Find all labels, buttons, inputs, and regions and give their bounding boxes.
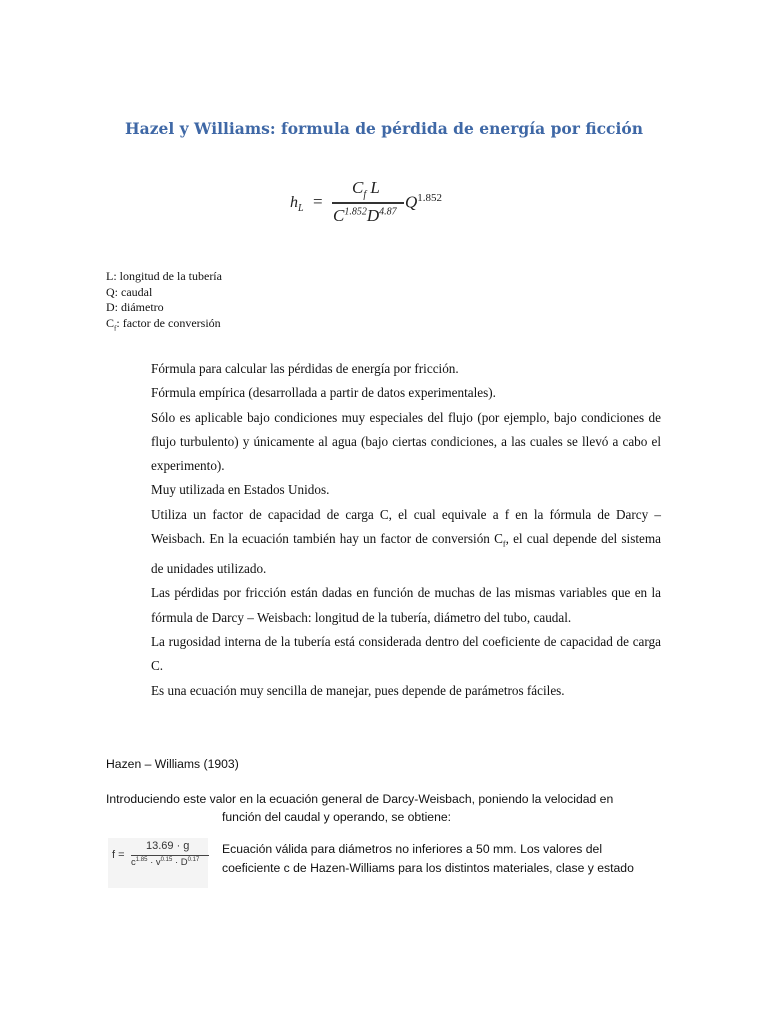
intro-line: Introduciendo este valor en la ecuación general de Darcy-Weisbach, poniendo la velocidad en bbox=[106, 792, 614, 806]
description-body bbox=[151, 357, 661, 703]
section-heading: Hazen – Williams (1903) bbox=[106, 757, 239, 771]
formula-denominator: $C^{1.852}D^{4.87}$ bbox=[333, 206, 397, 225]
intro-text bbox=[106, 790, 666, 826]
note-line: coeficiente c de Hazen-Williams para los distintos materiales, clase y estado bbox=[222, 861, 634, 875]
definition-length: L: longitud de la tubería bbox=[106, 269, 222, 283]
definition-flow: Q: caudal bbox=[106, 284, 153, 299]
definition-conversion-factor: $C_f$: factor de conversión bbox=[106, 315, 221, 332]
hazen-williams-formula bbox=[288, 178, 458, 232]
note-line: Ecuación válida para diámetros no inferiores a 50 mm. Los valores del bbox=[222, 842, 603, 856]
paragraph: Es una ecuación muy sencilla de manejar, pues depende de parámetros fáciles. bbox=[151, 682, 565, 698]
formula-numerator: $C_f$ L bbox=[352, 178, 380, 201]
paragraph: Sólo es aplicable bajo condiciones muy especiales del flujo (por ejemplo, bajo condiciones de flujo turbulento) y únicamente al agua (bajo ciertas condiciones, a las cuales se llevó a cabo el experimento). bbox=[151, 409, 661, 474]
paragraph: Muy utilizada en Estados Unidos. bbox=[151, 482, 330, 498]
formula2-lhs: f = bbox=[112, 849, 125, 861]
paragraph: Fórmula empírica (desarrollada a partir de datos experimentales). bbox=[151, 385, 496, 401]
variable-definitions bbox=[106, 269, 222, 336]
formula-lhs: $h_L$ bbox=[290, 194, 304, 215]
definition-diameter: D: diámetro bbox=[106, 300, 164, 314]
paragraph: Utiliza un factor de capacidad de carga C, el cual equivale a f en la fórmula de Darcy – Weisbach. En la ecuación también hay un factor de conversión $C_f$, el cual depende del sistema de unidades utilizado. bbox=[151, 506, 661, 577]
page-title: Hazel y Williams: formula de pérdida de energía por ficción bbox=[125, 119, 643, 138]
formula-flow-term: $Q^{1.852}$ bbox=[405, 192, 443, 212]
friction-factor-formula bbox=[108, 838, 208, 888]
paragraph: Fórmula para calcular las pérdidas de energía por fricción. bbox=[151, 361, 459, 376]
paragraph: Las pérdidas por fricción están dadas en función de muchas de las mismas variables que en la fórmula de Darcy – Weisbach: longitud de la tubería, diámetro del tubo, caudal. bbox=[151, 585, 661, 625]
formula2-numerator: 13.69 · g bbox=[146, 840, 190, 852]
validity-note bbox=[222, 840, 662, 878]
formula-equals: = bbox=[313, 192, 323, 211]
formula2-denominator: $c^{1.85} \cdot v^{0.15} \cdot D^{0.17}$ bbox=[131, 857, 200, 869]
paragraph: La rugosidad interna de la tubería está considerada dentro del coeficiente de capacidad de carga C. bbox=[151, 633, 661, 674]
intro-line: función del caudal y operando, se obtiene: bbox=[222, 810, 452, 824]
formula2-fraction-bar bbox=[131, 855, 209, 856]
formula-fraction-bar bbox=[332, 202, 404, 204]
